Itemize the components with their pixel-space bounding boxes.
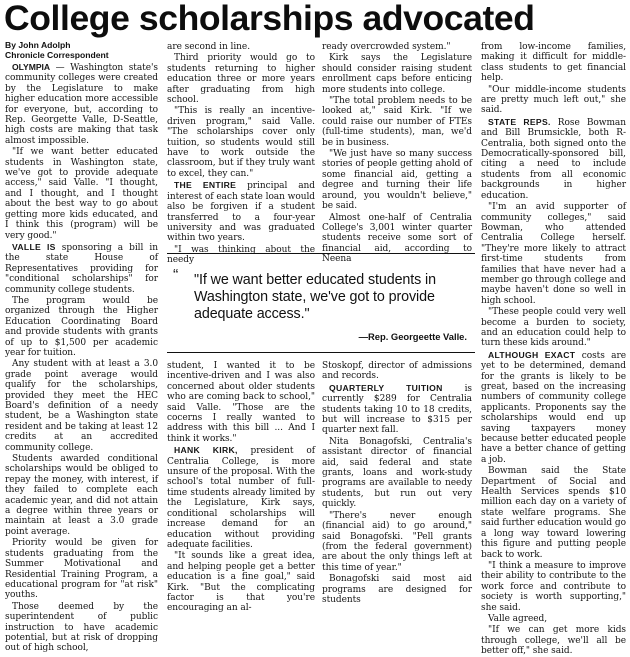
- paragraph: QUARTERLY TUITION is currently $289 for Centralia students taking 10 to 18 credits, but will increase to $315 per quarter next fall.: [322, 382, 472, 436]
- pull-quote-attribution: —Rep. Georgeette Valle.: [358, 331, 467, 342]
- paragraph: "I think a measure to improve their ability to contribute to the work force and contribute to society is worth supporting," she said.: [481, 560, 626, 613]
- paragraph: "If we can get more kids through college, we'll all be better off," she said.: [481, 625, 626, 657]
- paragraph: OLYMPIA — Washington state's community colleges were created by the Legislature to make higher education more accessible for everyone, but, according to Rep. Georgette Valle, D-Seattle, high costs are making that task almost impossible.: [5, 62, 158, 146]
- paragraph: "There's never enough (financial aid) to go around," said Bonagofski. "Pell grants (from the federal government) are about the only things left at this time of year.": [322, 510, 472, 573]
- paragraph: Bonagofski said most aid programs are designed for students: [322, 574, 472, 605]
- quote-mark-icon: “: [173, 267, 179, 284]
- paragraph: from low-income families, making it difficult for middle-class students to get financial help.: [481, 42, 626, 84]
- paragraph: Any student with at least a 3.0 grade point average would qualify for the scholarships, provided they meet the HEC Board's definition of a needy student, be a Washington state resident and be taking at least 12 credits at an accredited community college.: [5, 359, 158, 453]
- paragraph: ready overcrowded system.": [322, 42, 451, 52]
- paragraph: "It sounds like a great idea, and helping people get a better education is a fine goal," said Kirk. "But the complicating factor is that you're encouraging an al-: [167, 551, 315, 614]
- paragraph: STATE REPS. Rose Bowman and Bill Brumsickle, both R-Centralia, both signed onto the Democratically-sponsored bill, citing a need to include students from all economic backgrounds in higher education.: [481, 116, 626, 201]
- paragraph: The program would be organized through the Higher Education Coordinating Board and provide students with grants of up to $1,500 per academic year for tuition.: [5, 295, 158, 358]
- column-2-upper: [167, 42, 315, 266]
- paragraph: "We just have so many success stories of people getting ahold of some financial aid, getting a degree and turning their life around, you wouldn't believe," be said.: [322, 149, 472, 212]
- column-3-upper: [322, 42, 472, 265]
- paragraph: "This is really an incentive-driven program," said Valle. "The scholarships cover only tuition, so students would still have to work outside the classroom, but if they truly want to excel, they can.": [167, 106, 315, 179]
- paragraph: Almost one-half of Centralia College's 3,001 winter quarter students receive some sort of financial aid, according to Neena: [322, 212, 472, 265]
- paragraph: "I was thinking about the needy: [167, 244, 315, 266]
- paragraph: Students awarded conditional scholarships would be obliged to repay the money, with interest, if they failed to complete each academic year, and did not attain a degree within three years or maintain at least a 3.0 grade point average.: [5, 454, 158, 537]
- byline-title: Chronicle Correspondent: [5, 50, 109, 60]
- paragraph: Stoskopf, director of admissions and records.: [322, 361, 472, 382]
- paragraph: Third priority would go to students returning to higher education three or more years after graduating from high school.: [167, 53, 315, 106]
- byline: [5, 40, 160, 60]
- paragraph: Bowman said the State Department of Social and Health Services spends $10 million each day on a variety of state welfare programs. She said further education would go a long way toward lowering this figure and putting people back to work.: [481, 466, 626, 560]
- paragraph: "The total problem needs to be looked at," said Kirk. "If we could raise our number of FTEs (full-time students), man, we'd be in business.: [322, 96, 472, 148]
- paragraph: Nita Bonagofski, Centralia's assistant director of financial aid, said federal and state grants, loans and work-study programs are available to needy students, but run out very quickly.: [322, 436, 472, 510]
- paragraph: "These people could very well become a burden to society, and an education could help to turn these kids around.": [481, 307, 626, 349]
- column-2-lower: [167, 361, 315, 614]
- paragraph: Kirk says the Legislature should consider raising student enrollment caps before enticing more students into college.: [322, 53, 472, 95]
- paragraph: Those deemed by the superintendent of public instruction to have academic potential, but at risk of dropping out of high school,: [5, 601, 158, 654]
- headline: College scholarships advocated: [4, 0, 535, 38]
- column-3-lower: [322, 361, 472, 605]
- dateline: OLYMPIA: [12, 62, 51, 72]
- paragraph: "If we want better educated students in Washington state, we've got to provide adequate access," said Valle. "I thought, and I thought, and I thought about the best way to go about getting more kids educated, and I think this (program) will be very good.": [5, 147, 158, 241]
- paragraph: student, I wanted it to be incentive-driven and I was also concerned about older students who are coming back to school," said Valle. "Those are the cocerns I really wanted to address with this bill ... And I think it works.": [167, 361, 315, 444]
- paragraph: are second in line.: [167, 42, 251, 52]
- paragraph: Priority would be given for students graduating from the Summer Motivational and Residential Training Program, a educational program for "at risk" youths.: [5, 538, 158, 601]
- paragraph: HANK KIRK, president of Centralia College, is more unsure of the proposal. With the school's total number of full-time students already limited by the Legislature, Kirk says, conditional scholarships will increase demand for an education without providing adequate facilities.: [167, 445, 315, 550]
- column-4: [481, 42, 626, 657]
- paragraph: Valle agreed,: [488, 613, 548, 624]
- paragraph: ALTHOUGH EXACT costs are yet to be determined, demand for the grants is likely to be great, based on the increasing numbers of community college applicants. Proponents say the scholarships would end up saving taxpayers money because better educated people have a better chance of getting a job.: [481, 349, 626, 465]
- paragraph: "Our middle-income students are pretty much left out," she said.: [481, 84, 626, 116]
- pull-quote: [167, 253, 475, 353]
- column-1: [5, 62, 158, 654]
- paragraph: VALLE IS sponsoring a bill in the state House of Representatives providing for "conditional scholarships" for community college students.: [5, 241, 158, 295]
- byline-author: By John Adolph: [5, 40, 71, 50]
- pull-quote-text: "If we want better educated students in Washington state, we've got to provide adequate access.": [194, 272, 436, 322]
- paragraph: THE ENTIRE principal and interest of each state loan would also be forgiven if a student transferred to a four-year university and was graduated within two years.: [167, 180, 315, 244]
- paragraph: "I'm an avid supporter of community colleges," said Bowman, who attended Centralia College herself. "They're more likely to attract first-time students from families that have never had a member go through college and maybe haven't done so well in high school.: [481, 202, 626, 306]
